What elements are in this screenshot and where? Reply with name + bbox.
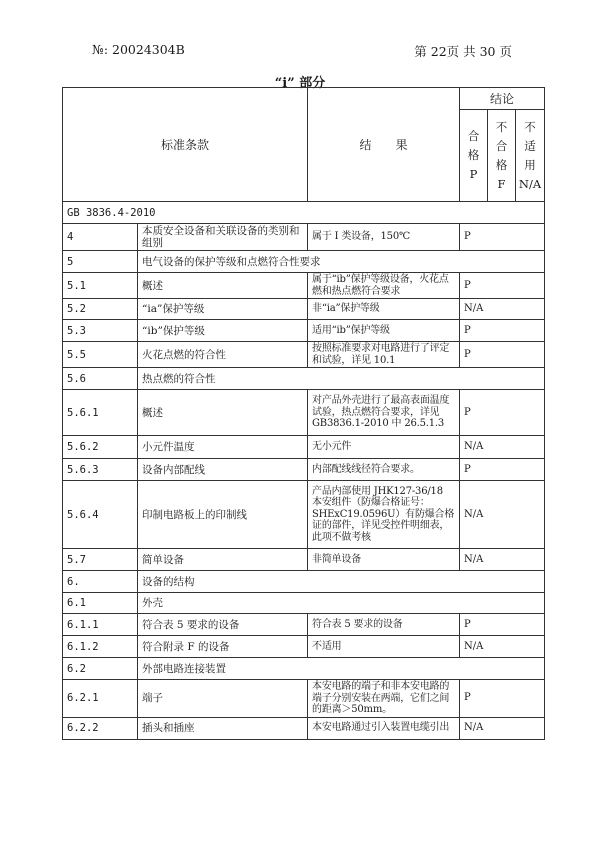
clause-number: 5.2 <box>63 299 138 320</box>
table-row <box>63 636 545 658</box>
result-cell: 属于“ib”保护等级设备，火花点燃和热点燃符合要求 <box>308 273 460 299</box>
clause-title: 外壳 <box>138 593 545 614</box>
clause-number: 5.7 <box>63 549 138 571</box>
section-row <box>63 593 545 614</box>
table-row <box>63 481 545 549</box>
table-row <box>63 436 545 459</box>
inspection-table <box>62 87 545 740</box>
clause-number: 6.1.2 <box>63 636 138 658</box>
clause-title: 概述 <box>138 273 308 299</box>
result-cell: 属于 I 类设备，150℃ <box>308 224 460 251</box>
result-cell: 无小元件 <box>308 436 460 459</box>
result-cell: 对产品外壳进行了最高表面温度试验，热点燃符合要求，详见 GB3836.1-2010 中 26.5.1.3 <box>308 390 460 436</box>
clause-number: 5.5 <box>63 342 138 368</box>
clause-number: 5.6.4 <box>63 481 138 549</box>
fail-header <box>488 110 516 202</box>
conclusion-cell: N/A <box>460 481 545 549</box>
clause-title: 热点燃的符合性 <box>138 368 545 390</box>
fail-header-char: 合 <box>495 138 508 153</box>
na-header <box>516 110 545 202</box>
result-cell: 非“ia”保护等级 <box>308 299 460 320</box>
result-cell: 非简单设备 <box>308 549 460 571</box>
conclusion-cell: P <box>460 459 545 481</box>
table-row <box>63 680 545 718</box>
conclusion-cell: P <box>460 320 545 342</box>
conclusion-cell: N/A <box>460 549 545 571</box>
page-indicator: 第 22页 共 30 页 <box>414 44 512 59</box>
conclusion-cell: P <box>460 680 545 718</box>
clause-number: 5.1 <box>63 273 138 299</box>
clause-title: 概述 <box>138 390 308 436</box>
table-row <box>63 224 545 251</box>
section-row <box>63 251 545 273</box>
table-row <box>63 342 545 368</box>
conclusion-cell: P <box>460 390 545 436</box>
conclusion-cell: N/A <box>460 299 545 320</box>
part-title: “i” 部分 <box>274 76 326 91</box>
clause-title: 设备内部配线 <box>138 459 308 481</box>
clause-title: 印制电路板上的印制线 <box>138 481 308 549</box>
clause-number: 6.2.1 <box>63 680 138 718</box>
table-row <box>63 320 545 342</box>
table-row <box>63 614 545 636</box>
clause-number: 6.2.2 <box>63 717 138 739</box>
fail-header-char: F <box>497 176 506 191</box>
fail-header-char: 不 <box>495 119 508 134</box>
result-cell: 按照标准要求对电路进行了评定和试验，详见 10.1 <box>308 342 460 368</box>
clause-title: 本质安全设备和关联设备的类别和组别 <box>138 224 308 251</box>
report-number: №: 20024304B <box>92 42 185 57</box>
clause-title: “ia”保护等级 <box>138 299 308 320</box>
result-cell: 本安电路的端子和非本安电路的端子分别安装在两端，它们之间的距离＞50mm。 <box>308 680 460 718</box>
standard-row: GB 3836.4-2010 <box>63 202 545 224</box>
clause-number: 5.6.3 <box>63 459 138 481</box>
section-row <box>63 658 545 680</box>
table-row <box>63 717 545 739</box>
conclusion-cell: P <box>460 273 545 299</box>
clause-title: 符合附录 F 的设备 <box>138 636 308 658</box>
result-cell: 产品内部使用 JHK127-36/18 本安组件（防爆合格证号：SHExC19.0596U）有防爆合格证的部件，详见受控件明细表，此项不做考核 <box>308 481 460 549</box>
clause-number: 4 <box>63 224 138 251</box>
conclusion-cell: P <box>460 224 545 251</box>
clause-title: 插头和插座 <box>138 717 308 739</box>
result-cell: 符合表 5 要求的设备 <box>308 614 460 636</box>
table-row <box>63 549 545 571</box>
result-cell: 适用“ib”保护等级 <box>308 320 460 342</box>
table-row <box>63 299 545 320</box>
pass-header-char: 合 <box>467 129 480 143</box>
na-header-char: 用 <box>524 157 536 172</box>
clause-title: 符合表 5 要求的设备 <box>138 614 308 636</box>
clause-title: 端子 <box>138 680 308 718</box>
na-header-char: N/A <box>518 176 542 191</box>
result-cell: 不适用 <box>308 636 460 658</box>
clause-title: 简单设备 <box>138 549 308 571</box>
result-cell: 本安电路通过引入装置电缆引出 <box>308 717 460 739</box>
clause-number: 5.3 <box>63 320 138 342</box>
result-header: 结 果 <box>308 88 460 202</box>
clause-title: 小元件温度 <box>138 436 308 459</box>
na-header-char: 适 <box>524 138 536 153</box>
pass-header-char: 格 <box>467 148 480 162</box>
clause-header: 标准条款 <box>63 88 308 202</box>
table-row <box>63 273 545 299</box>
conclusion-cell: N/A <box>460 717 545 739</box>
clause-number: 5.6.1 <box>63 390 138 436</box>
conclusion-cell: N/A <box>460 636 545 658</box>
clause-number: 5.6 <box>63 368 138 390</box>
clause-number: 6.2 <box>63 658 138 680</box>
clause-title: 电气设备的保护等级和点燃符合性要求 <box>138 251 545 273</box>
clause-number: 6.1 <box>63 593 138 614</box>
clause-title: 火花点燃的符合性 <box>138 342 308 368</box>
conclusion-header: 结论 <box>460 88 545 110</box>
result-cell: 内部配线线径符合要求。 <box>308 459 460 481</box>
clause-number: 5 <box>63 251 138 273</box>
clause-number: 5.6.2 <box>63 436 138 459</box>
clause-title: 设备的结构 <box>138 571 545 593</box>
section-row <box>63 368 545 390</box>
clause-number: 6. <box>63 571 138 593</box>
pass-header <box>460 110 488 202</box>
pass-header-char: P <box>469 167 478 181</box>
conclusion-cell: N/A <box>460 436 545 459</box>
conclusion-cell: P <box>460 342 545 368</box>
section-row <box>63 571 545 593</box>
clause-title: “ib”保护等级 <box>138 320 308 342</box>
conclusion-cell: P <box>460 614 545 636</box>
clause-title: 外部电路连接装置 <box>138 658 545 680</box>
table-row <box>63 390 545 436</box>
table-row <box>63 459 545 481</box>
na-header-char: 不 <box>524 119 536 134</box>
fail-header-char: 格 <box>495 157 508 172</box>
clause-number: 6.1.1 <box>63 614 138 636</box>
